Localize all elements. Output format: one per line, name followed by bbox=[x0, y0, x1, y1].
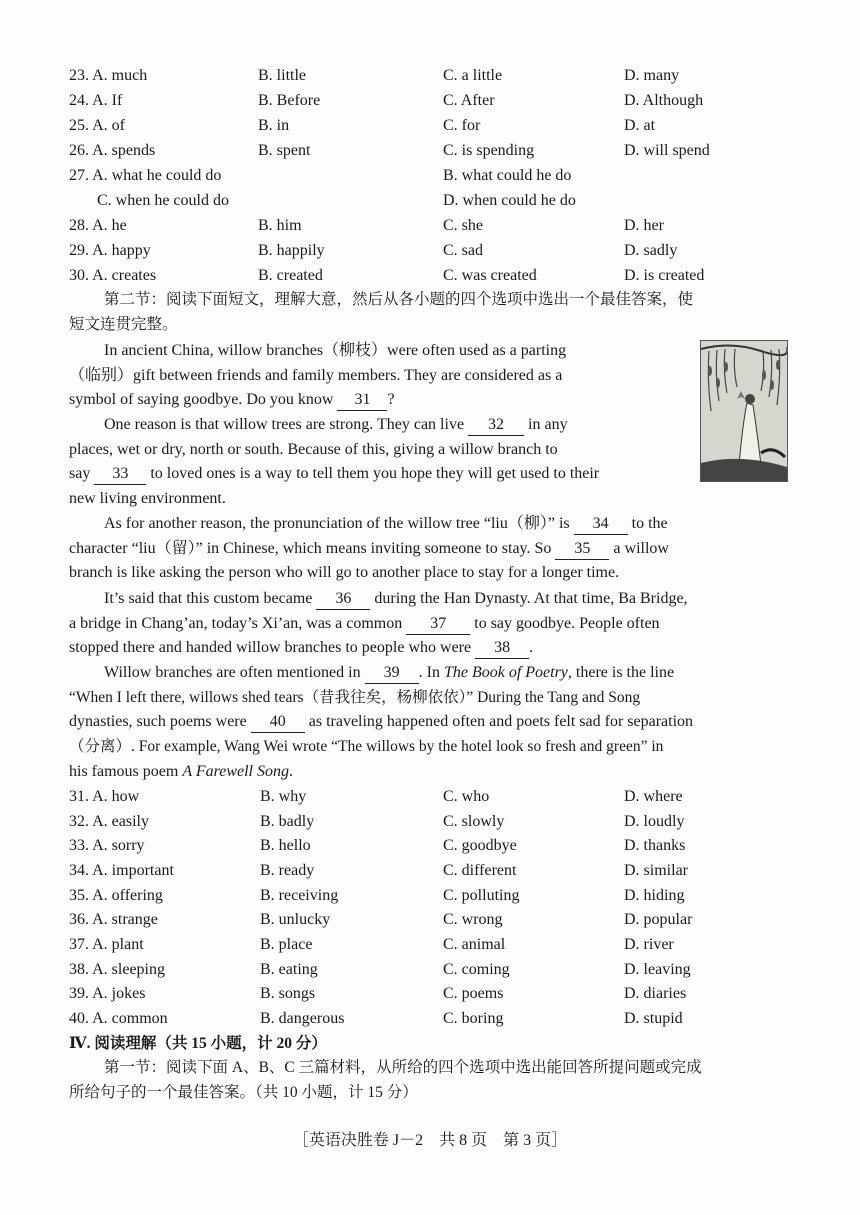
blank-39: 39 bbox=[365, 663, 419, 684]
passage-line: branch is like asking the person who will go to another place to stay for a longer time. bbox=[69, 564, 620, 582]
option-c: C. polluting bbox=[443, 887, 520, 904]
option-d: D. Although bbox=[624, 92, 704, 109]
option-row-27 bbox=[0, 163, 860, 188]
option-c: C. sad bbox=[443, 242, 483, 259]
option-b: B. unlucky bbox=[260, 911, 331, 928]
option-b: B. spent bbox=[258, 142, 311, 159]
option-c: C. was created bbox=[443, 267, 537, 284]
passage-text: his famous poem bbox=[69, 762, 179, 780]
option-b: B. ready bbox=[260, 862, 315, 879]
passage-paragraph-1 bbox=[69, 339, 683, 413]
passage-text: , there is the line bbox=[567, 664, 675, 681]
option-a: 38. A. sleeping bbox=[69, 961, 165, 978]
option-b: B. in bbox=[258, 117, 290, 134]
blank-31: 31 bbox=[337, 390, 387, 411]
option-c: C. goodbye bbox=[443, 837, 517, 854]
passage-text: to the bbox=[631, 515, 668, 532]
willow-illustration bbox=[700, 340, 788, 482]
passage-line: new living environment. bbox=[69, 490, 226, 508]
option-a: 33. A. sorry bbox=[69, 837, 145, 854]
option-d: D. her bbox=[624, 217, 664, 234]
passage-line: （分离）. For example, Wang Wei wrote “The willows by the hotel look so fresh and green” in bbox=[69, 738, 664, 756]
option-d: D. sadly bbox=[624, 242, 678, 259]
blank-33: 33 bbox=[94, 464, 146, 485]
passage-text: character “liu（留）” in Chinese, which means inviting someone to stay. So bbox=[69, 539, 552, 557]
option-d: D. will spend bbox=[624, 142, 710, 159]
option-a: 32. A. easily bbox=[69, 813, 149, 830]
option-row-31 bbox=[0, 784, 860, 809]
option-b: B. little bbox=[258, 67, 306, 84]
option-row-40 bbox=[0, 1006, 860, 1031]
option-row-26 bbox=[0, 138, 860, 163]
option-d: D. is created bbox=[624, 267, 705, 284]
passage-text: . bbox=[288, 762, 293, 780]
option-c: C. After bbox=[443, 92, 495, 109]
option-a: 36. A. strange bbox=[69, 911, 158, 928]
option-a: 31. A. how bbox=[69, 788, 140, 805]
option-b: B. receiving bbox=[260, 887, 339, 904]
passage-text: . bbox=[529, 639, 534, 657]
option-row-27-cont bbox=[0, 188, 860, 213]
passage-text: to loved ones is a way to tell them you hope they will get used to their bbox=[150, 465, 600, 483]
passage-text: a willow bbox=[613, 539, 669, 557]
blank-35: 35 bbox=[555, 539, 609, 560]
passage-line bbox=[69, 612, 793, 637]
option-d: D. hiding bbox=[624, 887, 685, 904]
option-row-28 bbox=[0, 213, 860, 238]
passage-paragraph-5 bbox=[69, 661, 793, 784]
section2-instruction-cont: 短文连贯完整。 bbox=[69, 316, 178, 333]
page-footer: ［英语决胜卷 J－2 共 8 页 第 3 页］ bbox=[292, 1132, 568, 1149]
option-c: C. who bbox=[443, 788, 490, 805]
option-c: C. when he could do bbox=[97, 192, 229, 209]
blank-37: 37 bbox=[406, 614, 470, 635]
option-c: C. for bbox=[443, 117, 481, 134]
option-row-25 bbox=[0, 113, 860, 138]
passage-line bbox=[69, 388, 683, 413]
passage-text: stopped there and handed willow branches to people who were bbox=[69, 639, 472, 657]
option-a: 26. A. spends bbox=[69, 142, 156, 159]
passage-text: to say goodbye. People often bbox=[474, 614, 660, 632]
option-d: D. river bbox=[624, 936, 674, 953]
book-title: The Book of Poetry bbox=[443, 664, 568, 681]
passage-text: Willow branches are often mentioned in bbox=[104, 664, 361, 681]
option-a: 37. A. plant bbox=[69, 936, 144, 953]
passage-text: a bridge in Chang’an, today’s Xi’an, was a common bbox=[69, 614, 403, 632]
section4-instruction: 第一节：阅读下面 A、B、C 三篇材料，从所给的四个选项中选出能回答所提问题或完成 bbox=[104, 1059, 702, 1076]
option-c: C. is spending bbox=[443, 142, 535, 159]
option-row-30 bbox=[0, 263, 860, 288]
option-row-34 bbox=[0, 858, 860, 883]
option-row-39 bbox=[0, 981, 860, 1006]
passage-text: One reason is that willow trees are strong. They can live bbox=[104, 416, 465, 433]
passage-line bbox=[69, 537, 793, 562]
option-a: 30. A. creates bbox=[69, 267, 157, 284]
option-a: 34. A. important bbox=[69, 862, 174, 879]
passage-line: In ancient China, willow branches（柳枝）were often used as a parting bbox=[104, 342, 567, 359]
option-b: B. happily bbox=[258, 242, 325, 259]
blank-36: 36 bbox=[316, 589, 370, 610]
passage-line bbox=[69, 587, 793, 612]
passage-line bbox=[69, 462, 683, 487]
passage-paragraph-2 bbox=[69, 413, 683, 512]
option-d: D. thanks bbox=[624, 837, 686, 854]
option-a: 24. A. If bbox=[69, 92, 123, 109]
option-c: C. slowly bbox=[443, 813, 505, 830]
option-b: B. dangerous bbox=[260, 1010, 345, 1027]
option-row-23 bbox=[0, 63, 860, 88]
passage-text: symbol of saying goodbye. Do you know bbox=[69, 391, 334, 409]
passage-text: as traveling happened often and poets felt sad for separation bbox=[308, 713, 694, 731]
option-b: B. what could he do bbox=[443, 167, 572, 184]
option-a: 27. A. what he could do bbox=[69, 167, 222, 184]
passage-paragraph-3 bbox=[69, 512, 793, 586]
passage-line bbox=[69, 512, 793, 537]
option-b: B. why bbox=[260, 788, 307, 805]
passage-line: （临别）gift between friends and family members. They are considered as a bbox=[69, 366, 563, 384]
option-a: 25. A. of bbox=[69, 117, 125, 134]
option-b: B. Before bbox=[258, 92, 321, 109]
option-d: D. leaving bbox=[624, 961, 691, 978]
section4-title: Ⅳ. 阅读理解（共 15 小题，计 20 分） bbox=[69, 1035, 327, 1052]
option-row-36 bbox=[0, 907, 860, 932]
option-a: 29. A. happy bbox=[69, 242, 151, 259]
option-c: C. a little bbox=[443, 67, 503, 84]
blank-34: 34 bbox=[574, 514, 628, 535]
option-d: D. stupid bbox=[624, 1010, 683, 1027]
option-a: 39. A. jokes bbox=[69, 985, 146, 1002]
option-c: C. different bbox=[443, 862, 517, 879]
option-d: D. at bbox=[624, 117, 656, 134]
passage-text: . In bbox=[418, 664, 440, 681]
option-b: B. eating bbox=[260, 961, 318, 978]
option-a: 40. A. common bbox=[69, 1010, 168, 1027]
option-c: C. animal bbox=[443, 936, 506, 953]
blank-38: 38 bbox=[475, 638, 529, 659]
option-c: C. boring bbox=[443, 1010, 504, 1027]
passage-text: ? bbox=[387, 391, 395, 409]
section2-instruction: 第二节：阅读下面短文，理解大意，然后从各小题的四个选项中选出一个最佳答案，使 bbox=[104, 291, 694, 308]
passage-text: As for another reason, the pronunciation of the willow tree “liu（柳）” is bbox=[104, 515, 570, 532]
option-c: C. coming bbox=[443, 961, 510, 978]
option-b: B. songs bbox=[260, 985, 316, 1002]
option-a: 28. A. he bbox=[69, 217, 127, 234]
option-b: B. place bbox=[260, 936, 313, 953]
passage-line: places, wet or dry, north or south. Because of this, giving a willow branch to bbox=[69, 440, 558, 458]
option-c: C. poems bbox=[443, 985, 504, 1002]
passage-text: during the Han Dynasty. At that time, Ba Bridge, bbox=[374, 590, 688, 607]
section4-instruction-cont: 所给句子的一个最佳答案。（共 10 小题，计 15 分） bbox=[69, 1084, 418, 1101]
option-row-32 bbox=[0, 809, 860, 834]
passage-text: say bbox=[69, 465, 91, 483]
passage-text: dynasties, such poems were bbox=[69, 713, 247, 731]
option-row-37 bbox=[0, 932, 860, 957]
option-a: 23. A. much bbox=[69, 67, 148, 84]
option-d: D. diaries bbox=[624, 985, 687, 1002]
passage-line bbox=[69, 760, 793, 785]
option-c: C. she bbox=[443, 217, 483, 234]
option-a: 35. A. offering bbox=[69, 887, 163, 904]
option-d: D. popular bbox=[624, 911, 693, 928]
blank-32: 32 bbox=[468, 415, 524, 436]
option-row-38 bbox=[0, 957, 860, 982]
passage-text: in any bbox=[528, 416, 568, 433]
option-b: B. hello bbox=[260, 837, 311, 854]
option-d: D. where bbox=[624, 788, 683, 805]
passage-text: It’s said that this custom became bbox=[104, 590, 313, 607]
option-row-24 bbox=[0, 88, 860, 113]
option-b: B. him bbox=[258, 217, 302, 234]
passage-paragraph-4 bbox=[69, 587, 793, 661]
option-row-33 bbox=[0, 833, 860, 858]
passage-line bbox=[69, 710, 793, 735]
poem-title: A Farewell Song bbox=[182, 762, 289, 780]
option-d: D. loudly bbox=[624, 813, 685, 830]
option-row-29 bbox=[0, 238, 860, 263]
passage-line bbox=[69, 661, 793, 686]
option-b: B. badly bbox=[260, 813, 315, 830]
option-row-35 bbox=[0, 883, 860, 908]
option-b: B. created bbox=[258, 267, 323, 284]
option-c: C. wrong bbox=[443, 911, 503, 928]
blank-40: 40 bbox=[251, 712, 305, 733]
option-d: D. when could he do bbox=[443, 192, 576, 209]
option-d: D. similar bbox=[624, 862, 688, 879]
option-d: D. many bbox=[624, 67, 680, 84]
passage-line bbox=[69, 636, 793, 661]
passage-line: “When I left there, willows shed tears（昔我往矣，杨柳依依）” During the Tang and Song bbox=[69, 688, 641, 706]
passage-line bbox=[69, 413, 683, 438]
